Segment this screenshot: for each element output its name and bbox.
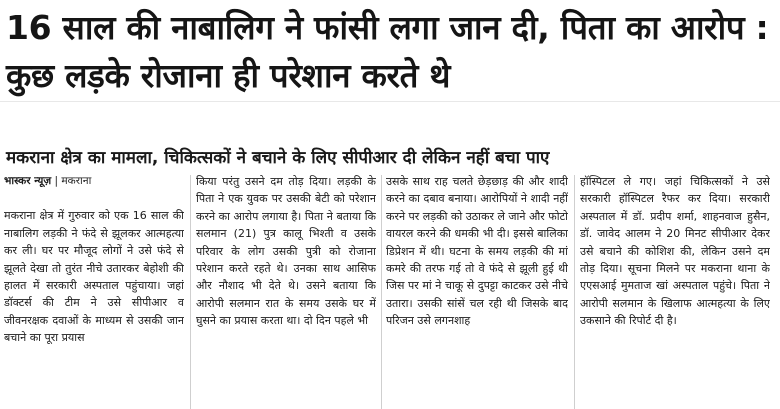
article-body <box>0 173 780 409</box>
column-text: हॉस्पिटल ले गए। जहां चिकित्सकों ने उसे सरकारी हॉस्पिटल रैफर कर दिया। सरकारी अस्पताल में डॉ. प्रदीप शर्मा, शाहनवाज हुसैन, डॉ. जावेद आलम ने 20 मिनट सीपीआर देकर उसे बचाने की कोशिश की, लेकिन उसने दम तोड़ दिया। सूचना मिलने पर मकराना थाना के एएसआई मुमताज खां अस्पताल पहुंचे। पिता ने आरोपी सलमान के खिलाफ आत्महत्या के लिए उकसाने की रिपोर्ट दी है। <box>580 175 770 328</box>
source-label: भास्कर न्यूज़ <box>4 175 52 187</box>
dateline <box>4 173 184 190</box>
dateline-separator: | <box>51 175 62 187</box>
column-text: उसके साथ राह चलते छेड़छाड़ की और शादी करने का दबाव बनाया। आरोपियों ने शादी नहीं करने पर लड़की को उठाकर ले जाने और फोटो वायरल करने की धमकी भी दी। इससे बालिका डिप्रेशन में थी। घटना के समय लड़की की मां कमरे की तरफ गई तो वे फंदे से झूली हुई थी जिस पर मां ने चाकू से दुपट्टा काटकर उसे नीचे उतारा। उसकी सांसें चल रही थी जिसके बाद परिजन उसे लगनशाह <box>386 175 568 328</box>
dateline-place: मकराना <box>61 175 92 187</box>
article-column-3 <box>386 173 568 409</box>
article-column-1 <box>4 173 184 409</box>
divider <box>0 101 780 102</box>
headline: 16 साल की नाबालिग ने फांसी लगा जान दी, पिता का आरोप : कुछ लड़के रोजाना ही परेशान करते थे <box>6 8 769 95</box>
article-column-2 <box>196 173 376 409</box>
column-text: किया परंतु उसने दम तोड़ दिया। लड़की के पिता ने एक युवक पर उसकी बेटी को परेशान करने का आरोप लगाया है। पिता ने बताया कि सलमान (21) पुत्र कालू भिश्ती व उसके परिवार के लोग उसकी पुत्री को रोजाना परेशान करते रहते थे। उनका साथ आसिफ और नौशाद भी देते थे। उसने बताया कि आरोपी सलमान रात के समय उसके घर में घुसने का प्रयास करता था। दो दिन पहले भी <box>196 175 376 328</box>
article-column-4 <box>580 173 770 409</box>
column-divider <box>574 175 575 409</box>
subheadline: मकराना क्षेत्र का मामला, चिकित्सकों ने बचाने के लिए सीपीआर दी लेकिन नहीं बचा पाए <box>6 148 550 168</box>
column-divider <box>190 175 191 409</box>
column-divider <box>381 175 382 409</box>
column-text: मकराना क्षेत्र में गुरुवार को एक 16 साल की नाबालिग लड़की ने फंदे से झूलकर आत्महत्या कर ली। घर पर मौजूद लोगों ने उसे फंदे से झूलते देखा तो तुरंत नीचे उतारकर बेहोशी की हालत में सरकारी अस्पताल पहुंचाया। जहां डॉक्टर्स की टीम ने उसे सीपीआर व जीवनरक्षक दवाओं के माध्यम से उसकी जान बचाने का पूरा प्रयास <box>4 209 184 345</box>
